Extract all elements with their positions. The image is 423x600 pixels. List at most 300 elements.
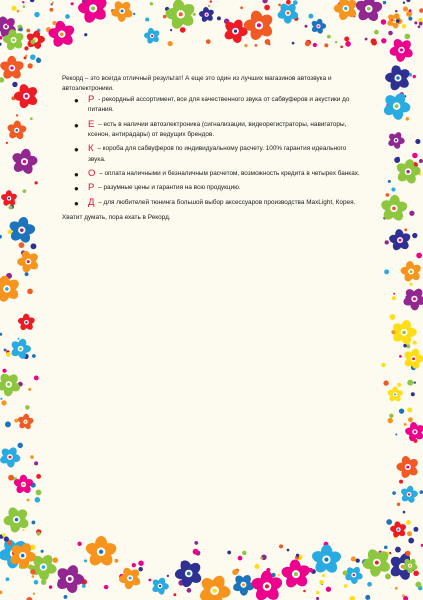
flower-icon	[0, 537, 30, 569]
intro-paragraph: Рекорд – это всегда отличный результат! А еще это один из лучших магазинов автозвука и автоэлектроники.	[62, 75, 332, 93]
confetti-dot	[389, 414, 393, 418]
confetti-dot	[366, 559, 370, 563]
confetti-dot	[343, 570, 348, 575]
confetti-dot	[82, 584, 86, 588]
feature-item	[62, 95, 362, 116]
confetti-dot	[3, 286, 8, 291]
confetti-dot	[399, 355, 402, 358]
confetti-dot	[317, 24, 322, 29]
confetti-dot	[82, 0, 86, 3]
flower-icon	[165, 0, 196, 31]
confetti-dot	[412, 153, 418, 159]
confetti-dot	[30, 569, 35, 574]
confetti-dot	[279, 544, 283, 548]
confetti-dot	[404, 34, 410, 40]
confetti-dot	[28, 388, 31, 391]
confetti-dot	[6, 142, 8, 144]
confetti-dot	[24, 46, 28, 50]
flower-icon	[25, 30, 45, 50]
confetti-dot	[17, 443, 22, 448]
confetti-dot	[391, 187, 395, 191]
confetti-dot	[0, 591, 2, 595]
confetti-dot	[0, 235, 2, 239]
confetti-dot	[395, 17, 400, 22]
flower-icon	[0, 56, 25, 81]
confetti-dot	[365, 38, 368, 41]
confetti-dot	[395, 547, 401, 553]
confetti-dot	[409, 211, 414, 216]
flower-icon	[310, 544, 342, 575]
confetti-dot	[23, 166, 25, 168]
flower-icon	[14, 83, 39, 109]
confetti-dot	[412, 162, 418, 168]
flower-icon	[362, 547, 392, 577]
confetti-dot	[28, 63, 33, 68]
confetti-dot	[265, 39, 271, 45]
confetti-dot	[392, 239, 395, 242]
confetti-dot	[23, 227, 28, 232]
confetti-dot	[406, 0, 410, 2]
confetti-dot	[64, 595, 68, 599]
confetti-dot	[34, 375, 39, 380]
confetti-dot	[17, 10, 20, 13]
feature-letter: Р	[88, 93, 95, 105]
confetti-dot	[255, 564, 260, 569]
flower-icon	[334, 0, 359, 21]
confetti-dot	[27, 289, 33, 295]
confetti-dot	[16, 114, 18, 116]
confetti-dot	[9, 387, 13, 391]
confetti-dot	[404, 228, 407, 231]
confetti-dot	[12, 6, 17, 11]
confetti-dot	[393, 293, 395, 295]
confetti-dot	[419, 490, 423, 494]
confetti-dot	[264, 5, 270, 11]
confetti-dot	[408, 73, 412, 77]
feature-list	[62, 95, 362, 208]
confetti-dot	[30, 117, 33, 120]
flower-icon	[386, 12, 403, 29]
confetti-dot	[247, 578, 250, 581]
confetti-dot	[0, 43, 2, 46]
confetti-dot	[19, 242, 25, 248]
confetti-dot	[396, 208, 400, 212]
confetti-dot	[25, 563, 30, 568]
confetti-dot	[384, 269, 389, 274]
confetti-dot	[403, 344, 407, 348]
confetti-dot	[77, 542, 81, 546]
confetti-dot	[396, 244, 401, 249]
closing-line: Хватит думать, пора ехать в Рекорд.	[62, 214, 171, 222]
confetti-dot	[257, 24, 263, 30]
confetti-dot	[305, 41, 310, 46]
confetti-dot	[21, 250, 26, 255]
confetti-dot	[278, 574, 280, 576]
confetti-dot	[416, 253, 422, 259]
confetti-dot	[407, 380, 413, 386]
confetti-dot	[399, 408, 404, 413]
document-body	[62, 74, 362, 224]
confetti-dot	[195, 551, 200, 556]
confetti-dot	[402, 24, 406, 28]
confetti-dot	[12, 82, 17, 87]
flower-icon	[250, 570, 284, 600]
flower-icon	[17, 314, 36, 332]
confetti-dot	[392, 491, 396, 495]
confetti-dot	[167, 575, 169, 577]
confetti-dot	[388, 180, 391, 183]
feature-text: - рекордный ассортимент, все для качественного звука от сабвуферов и акустики до питания.	[88, 95, 350, 114]
feature-item	[62, 144, 362, 165]
confetti-dot	[192, 564, 195, 567]
confetti-dot	[418, 586, 423, 591]
confetti-dot	[371, 40, 377, 46]
confetti-dot	[193, 549, 199, 555]
confetti-dot	[363, 5, 368, 10]
confetti-dot	[119, 574, 124, 579]
confetti-dot	[49, 571, 51, 573]
confetti-dot	[293, 0, 298, 5]
confetti-dot	[0, 398, 2, 400]
confetti-dot	[324, 542, 329, 547]
confetti-dot	[413, 570, 419, 576]
confetti-dot	[316, 591, 319, 594]
confetti-dot	[413, 527, 418, 532]
flower-icon	[385, 64, 412, 92]
confetti-dot	[400, 92, 404, 96]
confetti-dot	[324, 43, 328, 47]
confetti-dot	[362, 559, 368, 565]
confetti-dot	[19, 563, 25, 569]
flower-icon	[13, 475, 34, 495]
confetti-dot	[30, 0, 34, 2]
confetti-dot	[238, 556, 243, 561]
confetti-dot	[262, 0, 267, 3]
bullet-icon: ●	[74, 120, 79, 130]
confetti-dot	[409, 9, 412, 12]
confetti-dot	[407, 531, 412, 536]
feature-item	[62, 120, 362, 141]
confetti-dot	[381, 363, 385, 367]
confetti-dot	[290, 574, 295, 579]
confetti-dot	[294, 16, 298, 20]
confetti-dot	[174, 14, 176, 16]
confetti-dot	[173, 593, 176, 596]
confetti-dot	[372, 18, 375, 21]
confetti-dot	[30, 545, 35, 550]
confetti-dot	[34, 461, 38, 465]
flower-icon	[310, 18, 326, 34]
bullet-icon: ●	[74, 198, 79, 208]
flower-icon	[402, 558, 419, 574]
confetti-dot	[26, 29, 30, 33]
confetti-dot	[338, 2, 344, 8]
confetti-dot	[22, 1, 24, 3]
confetti-dot	[65, 14, 70, 19]
confetti-dot	[408, 417, 413, 422]
confetti-dot	[217, 16, 221, 20]
confetti-dot	[181, 561, 185, 565]
confetti-dot	[395, 433, 397, 435]
confetti-dot	[409, 283, 412, 286]
confetti-dot	[392, 135, 397, 140]
confetti-dot	[365, 595, 370, 600]
confetti-dot	[170, 12, 173, 15]
flower-icon	[151, 577, 169, 596]
confetti-dot	[101, 9, 106, 14]
confetti-dot	[292, 42, 295, 45]
confetti-dot	[14, 418, 18, 422]
confetti-dot	[104, 585, 108, 589]
confetti-dot	[271, 573, 275, 577]
confetti-dot	[344, 584, 347, 587]
flower-icon	[232, 573, 255, 596]
flower-icon	[6, 120, 27, 140]
confetti-dot	[52, 2, 54, 4]
confetti-dot	[84, 559, 87, 562]
confetti-dot	[405, 551, 410, 556]
confetti-dot	[381, 19, 386, 24]
confetti-dot	[6, 352, 11, 357]
confetti-dot	[18, 338, 20, 340]
confetti-dot	[403, 7, 408, 12]
flower-icon	[111, 0, 134, 22]
confetti-dot	[235, 22, 240, 27]
confetti-dot	[51, 3, 53, 5]
confetti-dot	[0, 77, 4, 82]
confetti-dot	[403, 596, 408, 600]
flower-icon	[144, 27, 161, 44]
confetti-dot	[305, 25, 308, 28]
confetti-dot	[321, 583, 323, 585]
flower-icon	[405, 421, 423, 442]
confetti-dot	[389, 552, 391, 554]
confetti-dot	[27, 499, 30, 502]
confetti-dot	[405, 296, 407, 298]
flower-icon	[199, 7, 215, 23]
confetti-dot	[138, 567, 142, 571]
confetti-dot	[41, 550, 44, 553]
confetti-dot	[36, 489, 42, 495]
flower-icon	[9, 541, 37, 569]
confetti-dot	[399, 558, 402, 561]
flower-icon	[344, 565, 363, 584]
confetti-dot	[309, 568, 313, 572]
confetti-dot	[394, 536, 397, 539]
confetti-dot	[35, 181, 38, 184]
flower-icon	[8, 216, 36, 244]
confetti-dot	[49, 585, 52, 588]
confetti-dot	[405, 551, 410, 556]
confetti-dot	[28, 163, 30, 165]
confetti-dot	[406, 344, 410, 348]
confetti-dot	[11, 96, 15, 100]
confetti-dot	[138, 560, 143, 565]
flower-icon	[388, 552, 416, 581]
feature-letter: К	[88, 143, 94, 155]
confetti-dot	[268, 43, 270, 45]
confetti-dot	[37, 58, 40, 61]
confetti-dot	[2, 533, 6, 537]
flower-icon	[29, 553, 58, 581]
confetti-dot	[388, 418, 393, 423]
confetti-dot	[356, 558, 360, 562]
confetti-dot	[303, 590, 306, 593]
confetti-dot	[13, 477, 17, 481]
confetti-dot	[265, 25, 269, 29]
confetti-dot	[242, 551, 247, 556]
confetti-dot	[401, 171, 403, 173]
confetti-dot	[383, 217, 386, 220]
confetti-dot	[19, 27, 23, 31]
confetti-dot	[396, 66, 400, 70]
confetti-dot	[244, 44, 247, 47]
confetti-dot	[345, 41, 351, 47]
confetti-dot	[373, 566, 376, 569]
confetti-dot	[10, 205, 14, 209]
flower-icon	[78, 0, 109, 24]
confetti-dot	[408, 538, 414, 544]
confetti-dot	[295, 555, 299, 559]
confetti-dot	[335, 41, 337, 43]
confetti-dot	[390, 314, 396, 320]
confetti-dot	[397, 157, 400, 160]
confetti-dot	[260, 557, 263, 560]
confetti-dot	[6, 577, 10, 581]
confetti-dot	[145, 18, 149, 22]
confetti-dot	[406, 11, 412, 17]
confetti-dot	[403, 2, 405, 4]
confetti-dot	[11, 550, 13, 552]
confetti-dot	[374, 30, 379, 35]
confetti-dot	[384, 546, 387, 549]
confetti-dot	[23, 189, 27, 193]
flower-icon	[403, 348, 423, 370]
confetti-dot	[208, 5, 210, 7]
confetti-dot	[111, 9, 114, 12]
confetti-dot	[178, 580, 184, 586]
confetti-dot	[16, 457, 19, 460]
flower-icon	[84, 536, 118, 568]
confetti-dot	[0, 278, 4, 282]
confetti-dot	[168, 41, 173, 46]
confetti-dot	[306, 40, 311, 45]
confetti-dot	[35, 497, 41, 503]
confetti-dot	[84, 33, 87, 36]
flower-icon	[11, 148, 38, 176]
confetti-dot	[408, 17, 412, 21]
flower-icon	[244, 9, 275, 41]
confetti-dot	[3, 37, 9, 43]
confetti-dot	[53, 557, 59, 563]
confetti-dot	[32, 521, 36, 525]
confetti-dot	[344, 37, 349, 42]
confetti-dot	[297, 554, 303, 560]
flower-icon	[55, 564, 85, 595]
confetti-dot	[30, 482, 35, 487]
confetti-dot	[411, 365, 416, 370]
confetti-dot	[383, 1, 386, 4]
confetti-dot	[418, 18, 423, 23]
confetti-dot	[1, 400, 6, 405]
confetti-dot	[290, 581, 295, 586]
confetti-dot	[278, 4, 281, 7]
flower-icon	[391, 319, 417, 346]
flower-icon	[387, 131, 405, 149]
confetti-dot	[280, 9, 283, 12]
confetti-dot	[351, 556, 356, 561]
confetti-dot	[85, 9, 90, 14]
confetti-dot	[419, 22, 423, 26]
confetti-dot	[6, 350, 10, 354]
confetti-dot	[408, 495, 411, 498]
confetti-dot	[418, 25, 421, 28]
confetti-dot	[20, 553, 25, 558]
confetti-dot	[407, 407, 412, 412]
confetti-dot	[240, 6, 243, 9]
confetti-dot	[413, 439, 417, 443]
feature-letter: О	[88, 168, 96, 179]
confetti-dot	[148, 579, 151, 582]
confetti-dot	[411, 297, 414, 300]
confetti-dot	[165, 7, 169, 11]
confetti-dot	[18, 382, 23, 387]
feature-letter: Д	[88, 196, 95, 208]
confetti-dot	[23, 354, 28, 359]
feature-letter: Р	[88, 182, 95, 194]
confetti-dot	[37, 29, 41, 33]
confetti-dot	[399, 480, 403, 484]
confetti-dot	[397, 503, 400, 506]
confetti-dot	[394, 157, 400, 163]
confetti-dot	[345, 573, 350, 578]
confetti-dot	[27, 99, 30, 102]
confetti-dot	[28, 564, 33, 569]
flower-icon	[280, 559, 311, 590]
confetti-dot	[319, 580, 323, 584]
confetti-dot	[411, 392, 415, 396]
flower-icon	[10, 338, 31, 360]
confetti-dot	[23, 5, 26, 8]
confetti-dot	[103, 548, 108, 553]
flower-icon	[3, 506, 30, 534]
confetti-dot	[2, 369, 6, 373]
flower-icon	[0, 372, 22, 397]
confetti-dot	[16, 45, 18, 47]
confetti-dot	[187, 588, 192, 593]
confetti-dot	[13, 512, 15, 514]
confetti-dot	[386, 103, 392, 109]
confetti-dot	[271, 590, 275, 594]
flower-icon	[396, 455, 419, 479]
confetti-dot	[9, 205, 13, 209]
flower-icon	[389, 37, 414, 62]
feature-text: – есть в наличии автоэлектроника (сигнализации, видеорегистраторы, навигаторы, ксенон, антирадары) от ведущих брендов.	[88, 120, 347, 138]
confetti-dot	[395, 587, 398, 590]
confetti-dot	[396, 46, 402, 52]
confetti-dot	[296, 554, 299, 557]
confetti-dot	[261, 555, 267, 561]
confetti-dot	[266, 568, 270, 572]
confetti-dot	[17, 25, 22, 30]
confetti-dot	[370, 4, 373, 7]
confetti-dot	[7, 22, 11, 26]
confetti-dot	[30, 243, 36, 249]
confetti-dot	[322, 574, 325, 577]
confetti-dot	[395, 10, 398, 13]
confetti-dot	[52, 21, 56, 25]
confetti-dot	[32, 354, 36, 358]
